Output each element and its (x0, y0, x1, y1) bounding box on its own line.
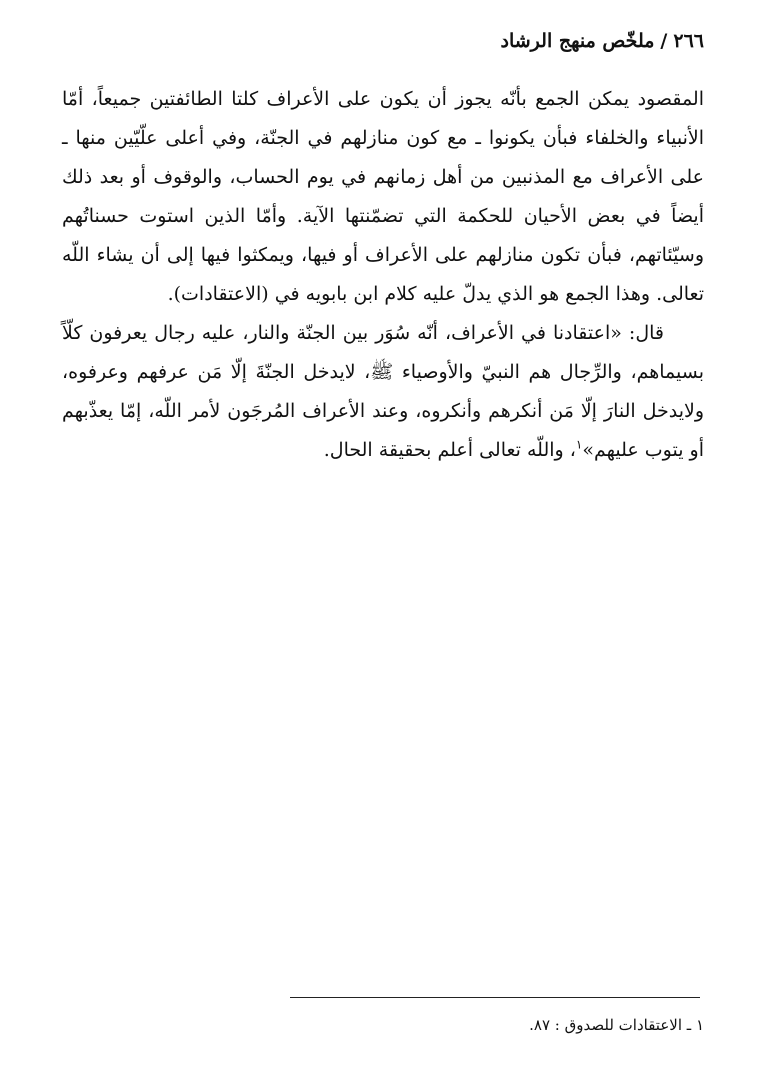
paragraph-2 (62, 314, 704, 470)
footnote-divider (290, 997, 700, 998)
page-number: ٢٦٦ (673, 30, 704, 52)
book-title: ملخّص منهج الرشاد (500, 30, 655, 52)
running-header (501, 30, 704, 52)
quote-text: قال: «اعتقادنا في الأعراف، أنّه سُوَر بين الجنّة والنار، عليه رجال يعرفون كلّاً بسيماهم، والرِّجال هم النبيّ والأوصياء ﷺ، لايدخل الجنّةَ إلّا مَن عرفهم وعرفوه، ولايدخل النارَ إلّا مَن أنكرهم وأنكروه، وعند الأعراف المُرجَون لأمر اللّه، إمّا يعذّبهم أو يتوب عليهم» (62, 322, 704, 461)
footnote-reference[interactable]: ١ (575, 437, 583, 452)
main-text (62, 80, 704, 470)
footnote: ١ ـ الاعتقادات للصدوق : ٨٧. (529, 1016, 704, 1034)
closing-text: ، واللّه تعالى أعلم بحقيقة الحال. (323, 439, 576, 461)
header-separator: / (660, 30, 668, 52)
paragraph-1: المقصود يمكن الجمع بأنّه يجوز أن يكون على الأعراف كلتا الطائفتين جميعاً، أمّا الأنبياء والخلفاء فبأن يكونوا ـ مع كون منازلهم في الجنّة، وفي أعلى علّيّين منها ـ على الأعراف مع المذنبين من أهل زمانهم في يوم الحساب، والوقوف أو بعد ذلك أيضاً في بعض الأحيان للحكمة التي تضمّنتها الآية. وأمّا الذين استوت حسناتُهم وسيّئاتهم، فبأن تكون منازلهم على الأعراف أو فيها، ويمكثوا فيها إلى أن يشاء اللّه تعالى. وهذا الجمع هو الذي يدلّ عليه كلام ابن بابويه في (الاعتقادات). (62, 88, 704, 305)
